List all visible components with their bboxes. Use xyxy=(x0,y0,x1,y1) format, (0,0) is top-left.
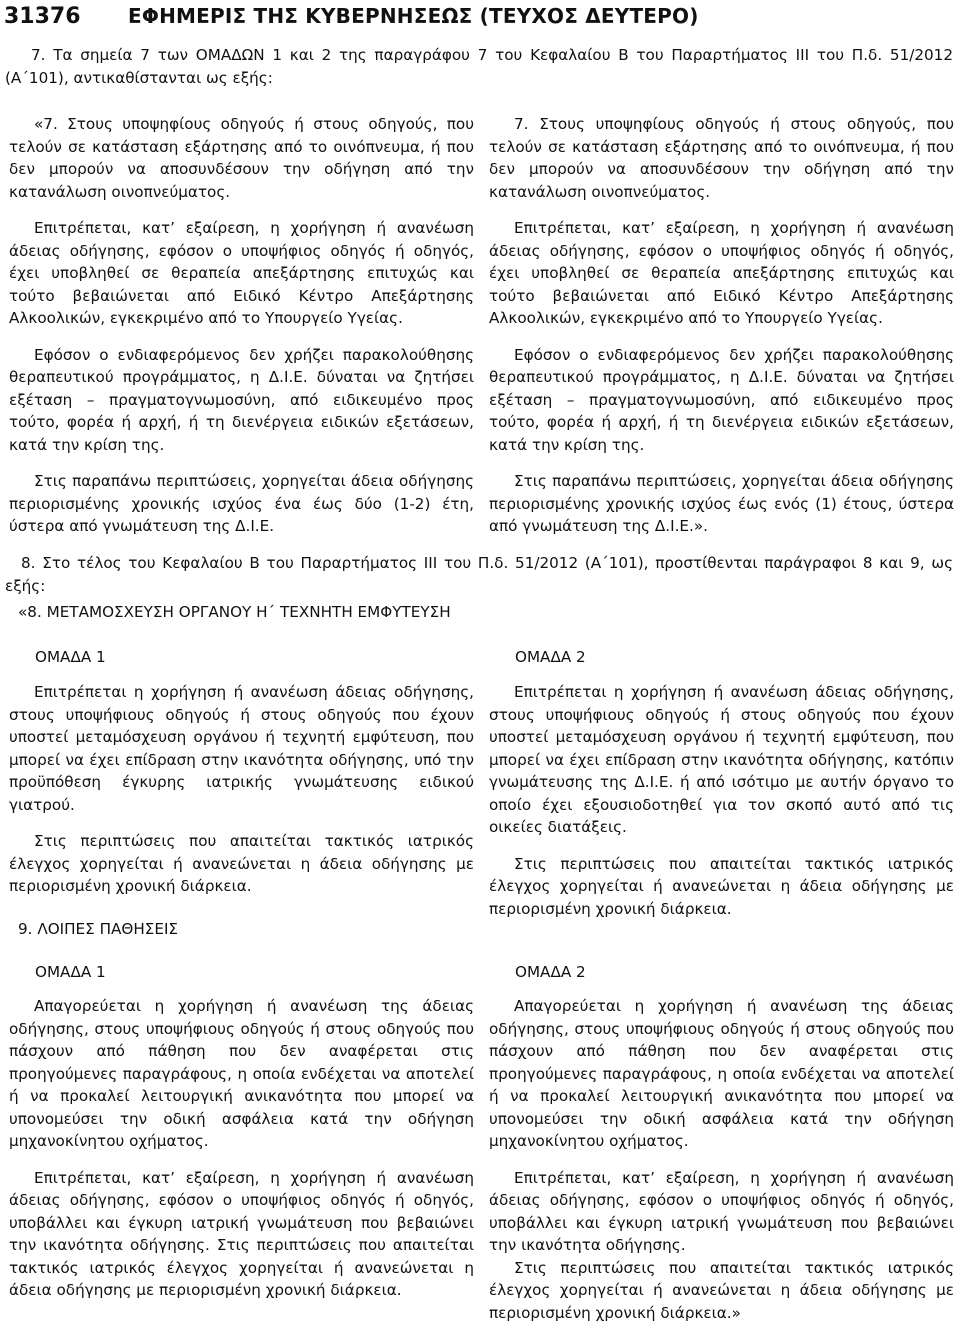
section8-right-p1: Επιτρέπεται η χορήγηση ή ανανέωση άδειας οδήγησης, στους υποψήφιους οδηγούς ή στους οδηγούς που έχουν υποστεί μεταμόσχευση οργάνου ή τεχνητή εμφύτευση, που μπορεί να έχει επίδραση στην ικανότητα οδήγησης, κατόπιν γνωμάτευσης της Δ.Ι.Ε. ή από ισότιμο με αυτήν όργανο το οποίο έχει εξουσιοδοτηθεί για τον σκοπό αυτό από τις οικείες διατάξεις. xyxy=(489,683,954,836)
section9-right-p1: Απαγορεύεται η χορήγηση ή ανανέωση της άδειας οδήγησης, στους υποψήφιους οδηγούς ή στους οδηγούς που πάσχουν από πάθηση που δεν αναφέρεται στις προηγούμενες παραγράφους, η οποία ενδέχεται να αποτελεί ή να προκαλεί λειτουργική ανικανότητα που μπορεί να υπονομεύσει την οδική ασφάλεια κατά την οδήγηση μηχανοκίνητου οχήματος. xyxy=(489,997,954,1150)
section9-group1-label: ΟΜΑΔΑ 1 xyxy=(35,963,106,981)
section9-left-p1: Απαγορεύεται η χορήγηση ή ανανέωση της άδειας οδήγησης, στους υποψήφιους οδηγούς ή στους οδηγούς που πάσχουν από πάθηση που δεν αναφέρεται στις προηγούμενες παραγράφους, η οποία ενδέχεται να αποτελεί ή να προκαλεί λειτουργική ανικανότητα που μπορεί να υπονομεύσει την οδική ασφάλεια κατά την οδήγηση μηχανοκίνητου οχήματος. xyxy=(9,997,474,1150)
section9-right-column xyxy=(489,995,954,1338)
section7-right-p2: Επιτρέπεται, κατ’ εξαίρεση, η χορήγηση ή ανανέωση άδειας οδήγησης, εφόσον ο υποψήφιος οδηγός ή οδηγός, έχει υποβληθεί σε θεραπεία απεξάρτησης επιτυχώς και τούτο βεβαιώνεται από Ειδικό Κέντρο Απεξάρτησης Αλκοολικών, εγκεκριμένο από το Υπουργείο Υγείας. xyxy=(489,219,954,327)
section7-left-p2: Επιτρέπεται, κατ’ εξαίρεση, η χορήγηση ή ανανέωση άδειας οδήγησης, εφόσον ο υποψήφιος οδηγός ή οδηγός, έχει υποβληθεί σε θεραπεία απεξάρτησης επιτυχώς και τούτο βεβαιώνεται από Ειδικό Κέντρο Απεξάρτησης Αλκοολικών, εγκεκριμένο από το Υπουργείο Υγείας. xyxy=(9,219,474,327)
section9-right-p2: Επιτρέπεται, κατ’ εξαίρεση, η χορήγηση ή ανανέωση άδειας οδήγησης, εφόσον ο υποψήφιος οδηγός ή οδηγός, υποβάλλει και έγκυρη ιατρική γνωμάτευση που βεβαιώνει την ικανότητα οδήγησης. xyxy=(489,1168,954,1254)
paragraph-7-intro: 7. Τα σημεία 7 των ΟΜΑΔΩΝ 1 και 2 της παραγράφου 7 του Κεφαλαίου Β του Παραρτήματος ΙΙΙ του Π.δ. 51/2012 (Α΄101), αντικαθίστανται ως εξής: xyxy=(5,46,953,87)
section7-left-p1: «7. Στους υποψηφίους οδηγούς ή στους οδηγούς, που τελούν σε κατάσταση εξάρτησης από το οινόπνευμα, ή που δεν μπορούν να αποσυνδέσουν την οδήγηση από την κατανάλωση οινοπνεύματος. xyxy=(9,115,474,201)
section7-right-p4: Στις παραπάνω περιπτώσεις, χορηγείται άδεια οδήγησης περιορισμένης χρονικής ισχύος έως ενός (1) έτους, ύστερα από γνωμάτευση της Δ.Ι.Ε.». xyxy=(489,472,954,535)
section8-left-p2: Στις περιπτώσεις που απαιτείται τακτικός ιατρικός έλεγχος χορηγείται ή ανανεώνεται η άδεια οδήγησης με περιορισμένη χρονική διάρκεια. xyxy=(9,832,474,895)
section9-left-column xyxy=(9,995,474,1316)
heading-9: 9. ΛΟΙΠΕΣ ΠΑΘΗΣΕΙΣ xyxy=(18,920,179,938)
section8-right-p2: Στις περιπτώσεις που απαιτείται τακτικός ιατρικός έλεγχος χορηγείται ή ανανεώνεται η άδεια οδήγησης με περιορισμένη χρονική διάρκεια. xyxy=(489,854,954,918)
heading-8: «8. ΜΕΤΑΜΟΣΧΕΥΣΗ ΟΡΓΑΝΟΥ Η΄ ΤΕΧΝΗΤΗ ΕΜΦΥΤΕΥΣΗ xyxy=(18,603,451,621)
section7-right-column xyxy=(489,113,954,552)
gazette-title: ΕΦΗΜΕΡΙΣ ΤΗΣ ΚΥΒΕΡΝΗΣΕΩΣ (ΤΕΥΧΟΣ ΔΕΥΤΕΡΟ) xyxy=(128,4,699,28)
section7-left-p3: Εφόσον ο ενδιαφερόμενος δεν χρήζει παρακολούθησης θεραπευτικού προγράμματος, η Δ.Ι.Ε. δύναται να ζητήσει εξέταση – πραγματογνωμοσύνη, από ειδικευμένο προς τούτο, φορέα ή αρχή, ή τη διενέργεια ειδικών εξετάσεων, κατά την κρίση της. xyxy=(9,345,474,454)
section7-left-p4: Στις παραπάνω περιπτώσεις, χορηγείται άδεια οδήγησης περιορισμένης χρονικής ισχύος ένα έως δύο (1-2) έτη, ύστερα από γνωμάτευση της Δ.Ι.Ε. xyxy=(9,472,474,535)
section8-left-column xyxy=(9,681,474,912)
section7-left-column xyxy=(9,113,474,552)
section7-right-p3: Εφόσον ο ενδιαφερόμενος δεν χρήζει παρακολούθησης θεραπευτικού προγράμματος, η Δ.Ι.Ε. δύναται να ζητήσει εξέταση – πραγματογνωμοσύνη, από ειδικευμένο προς τούτο, φορέα ή αρχή, ή τη διενέργεια ειδικών εξετάσεων, κατά την κρίση της. xyxy=(489,345,954,454)
section9-right-p3: Στις περιπτώσεις που απαιτείται τακτικός ιατρικός έλεγχος χορηγείται ή ανανεώνεται η άδεια οδήγησης με περιορισμένη χρονική διάρκεια.» xyxy=(489,1258,954,1322)
section8-right-column xyxy=(489,681,954,934)
page-number: 31376 xyxy=(4,4,81,29)
page-header xyxy=(2,0,952,34)
section7-right-p1: 7. Στους υποψηφίους οδηγούς ή στους οδηγούς, που τελούν σε κατάσταση εξάρτησης από το οινόπνευμα, ή που δεν μπορούν να αποσυνδέσουν την οδήγηση από την κατανάλωση οινοπνεύματος. xyxy=(489,115,954,201)
paragraph-8-intro: 8. Στο τέλος του Κεφαλαίου Β του Παραρτήματος ΙΙΙ του Π.δ. 51/2012 (Α΄101), προστίθενται παράγραφοι 8 και 9, ως εξής: xyxy=(5,554,953,595)
section8-group1-label: ΟΜΑΔΑ 1 xyxy=(35,648,106,666)
section9-group2-label: ΟΜΑΔΑ 2 xyxy=(515,963,586,981)
section8-left-p1: Επιτρέπεται η χορήγηση ή ανανέωση άδειας οδήγησης, στους υποψήφιους οδηγούς ή στους οδηγούς που έχουν υποστεί μεταμόσχευση οργάνου ή τεχνητή εμφύτευση, που μπορεί να έχει επίδραση στην ικανότητα οδήγησης, υπό την προϋπόθεση έγκυρης ιατρικής γνωμάτευσης ειδικού γιατρού. xyxy=(9,683,474,814)
section8-group2-label: ΟΜΑΔΑ 2 xyxy=(515,648,586,666)
section9-left-p2: Επιτρέπεται, κατ’ εξαίρεση, η χορήγηση ή ανανέωση άδειας οδήγησης, εφόσον ο υποψήφιος οδηγός ή οδηγός, υποβάλλει και έγκυρη ιατρική γνωμάτευση που βεβαιώνει την ικανότητα οδήγησης. Στις περιπτώσεις που απαιτείται τακτικός ιατρικός έλεγχος χορηγείται ή ανανεώνεται η άδεια οδήγησης με περιορισμένη χρονική διάρκεια. xyxy=(9,1168,474,1299)
